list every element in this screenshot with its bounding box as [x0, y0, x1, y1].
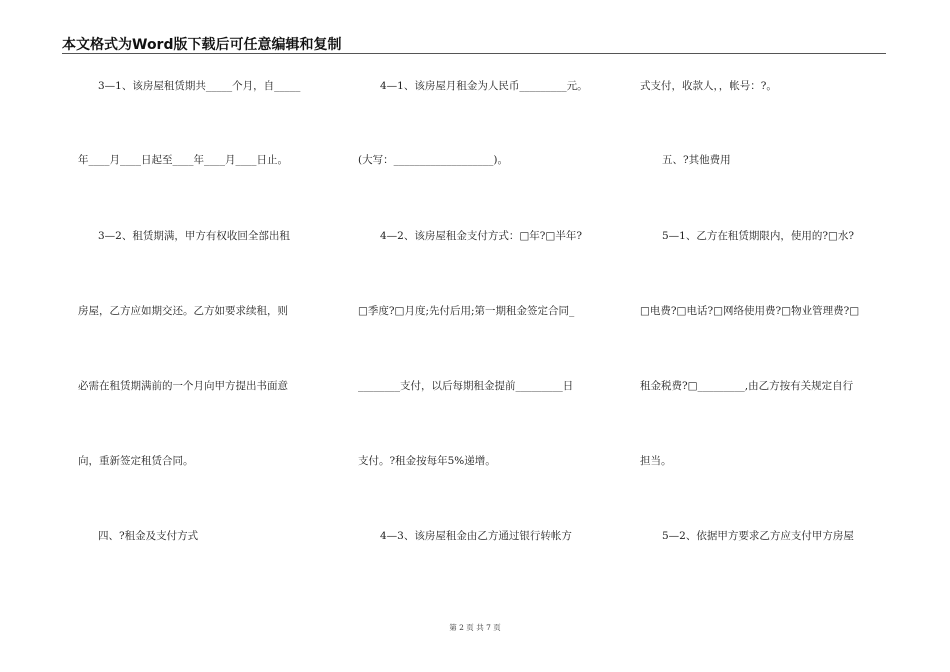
col2-line-4: □季度?□月度;先付后用;第一期租金签定合同_ [358, 305, 575, 317]
document-header-title: 本文格式为Word版下载后可任意编辑和复制 [62, 37, 342, 53]
col3-line-2: 五、?其他费用 [662, 154, 731, 166]
col3-line-4: □电费?□电话?□网络使用费?□物业管理费?□ [640, 305, 860, 317]
col3-line-3: 5—1、乙方在租赁期限内，使用的?□水? [662, 230, 855, 242]
col1-line-3: 3—2、租赁期满，甲方有权收回全部出租 [98, 230, 290, 242]
col1-line-7: 四、?租金及支付方式 [98, 530, 199, 542]
col2-line-6: 支付。?租金按每年5%递增。 [358, 455, 496, 467]
col2-line-5: ________支付，以后每期租金提前_________日 [358, 380, 574, 392]
col2-line-1: 4—1、该房屋月租金为人民币_________元。 [380, 80, 588, 92]
col1-line-4: 房屋，乙方应如期交还。乙方如要求续租，则 [78, 305, 288, 317]
col2-line-2: (大写：___________________)。 [358, 154, 508, 166]
col1-line-5: 必需在租赁期满前的一个月向甲方提出书面意 [78, 380, 288, 392]
col3-line-6: 担当。 [640, 455, 672, 467]
col3-line-1: 式支付，收款人，，帐号：?。 [640, 80, 777, 92]
col3-line-5: 租金税费?□_________,由乙方按有关规定自行 [640, 380, 854, 392]
col2-line-3: 4—2、该房屋租金支付方式：□年?□半年? [380, 230, 582, 242]
col1-line-6: 向，重新签定租赁合同。 [78, 455, 194, 467]
col3-line-7: 5—2、依据甲方要求乙方应支付甲方房屋 [662, 530, 854, 542]
col2-line-7: 4—3、该房屋租金由乙方通过银行转帐方 [380, 530, 572, 542]
col1-line-1: 3—1、该房屋租赁期共_____个月，自_____ [98, 80, 301, 92]
header-divider [62, 53, 886, 54]
col1-line-2: 年____月____日起至____年____月____日止。 [78, 154, 288, 166]
page-number-footer: 第 2 页 共 7 页 [449, 623, 501, 632]
